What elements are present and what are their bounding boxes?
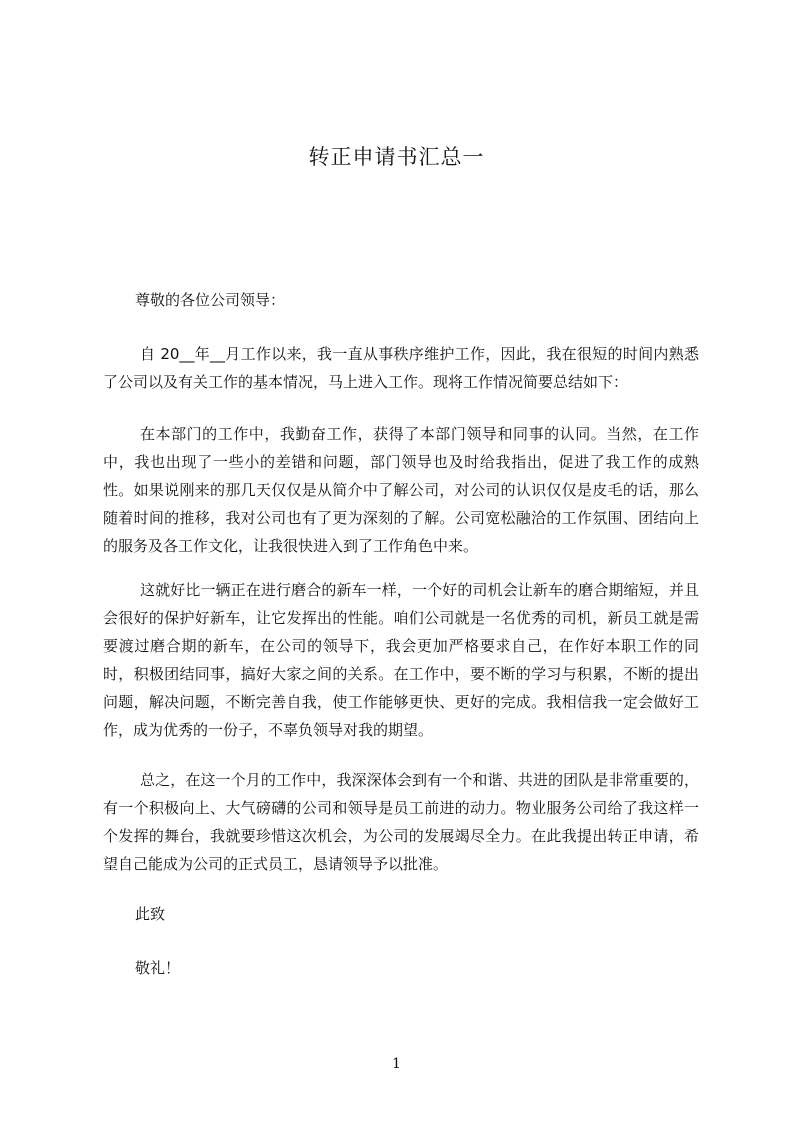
paragraph-new-car-analogy: 这就好比一辆正在进行磨合的新车一样，一个好的司机会让新车的磨合期缩短，并且会很好的保护好新车，让它发挥出的性能。咱们公司就是一名优秀的司机，新员工就是需要渡过磨合期的新车，在公司的领导下，我会更加严格要求自己，在作好本职工作的同时，积极团结同事，搞好大家之间的关系。在工作中，要不断的学习与积累，不断的提出问题，解决问题，不断完善自我，使工作能够更快、更好的完成。我相信我一定会做好工作，成为优秀的一份子，不辜负领导对我的期望。	[103, 581, 699, 739]
paragraph-intro: 自 20__年__月工作以来，我一直从事秩序维护工作，因此，我在很短的时间内熟悉了公司以及有关工作的基本情况，马上进入工作。现将工作情况简要总结如下：	[103, 345, 699, 391]
closing-cizhi: 此致	[135, 905, 166, 923]
paragraph-department-work: 在本部门的工作中，我勤奋工作，获得了本部门领导和同事的认同。当然，在工作中，我也出现了一些小的差错和问题，部门领导也及时给我指出，促进了我工作的成熟性。如果说刚来的那几天仅仅是从简介中了解公司，对公司的认识仅仅是皮毛的话，那么随着时间的推移，我对公司也有了更为深刻的了解。公司宽松融洽的工作氛围、团结向上的服务及各工作文化，让我很快进入到了工作角色中来。	[103, 425, 699, 555]
salutation: 尊敬的各位公司领导：	[135, 291, 286, 309]
page-number: 1	[392, 1056, 401, 1072]
paragraph-conclusion: 总之，在这一个月的工作中，我深深体会到有一个和谐、共进的团队是非常重要的，有一个积极向上、大气磅礴的公司和领导是员工前进的动力。物业服务公司给了我这样一个发挥的舞台，我就要珍惜这次机会，为公司的发展竭尽全力。在此我提出转正申请，希望自己能成为公司的正式员工，恳请领导予以批准。	[103, 771, 699, 873]
document-title: 转正申请书汇总一	[308, 145, 485, 169]
closing-jingli: 敬礼！	[135, 959, 181, 977]
